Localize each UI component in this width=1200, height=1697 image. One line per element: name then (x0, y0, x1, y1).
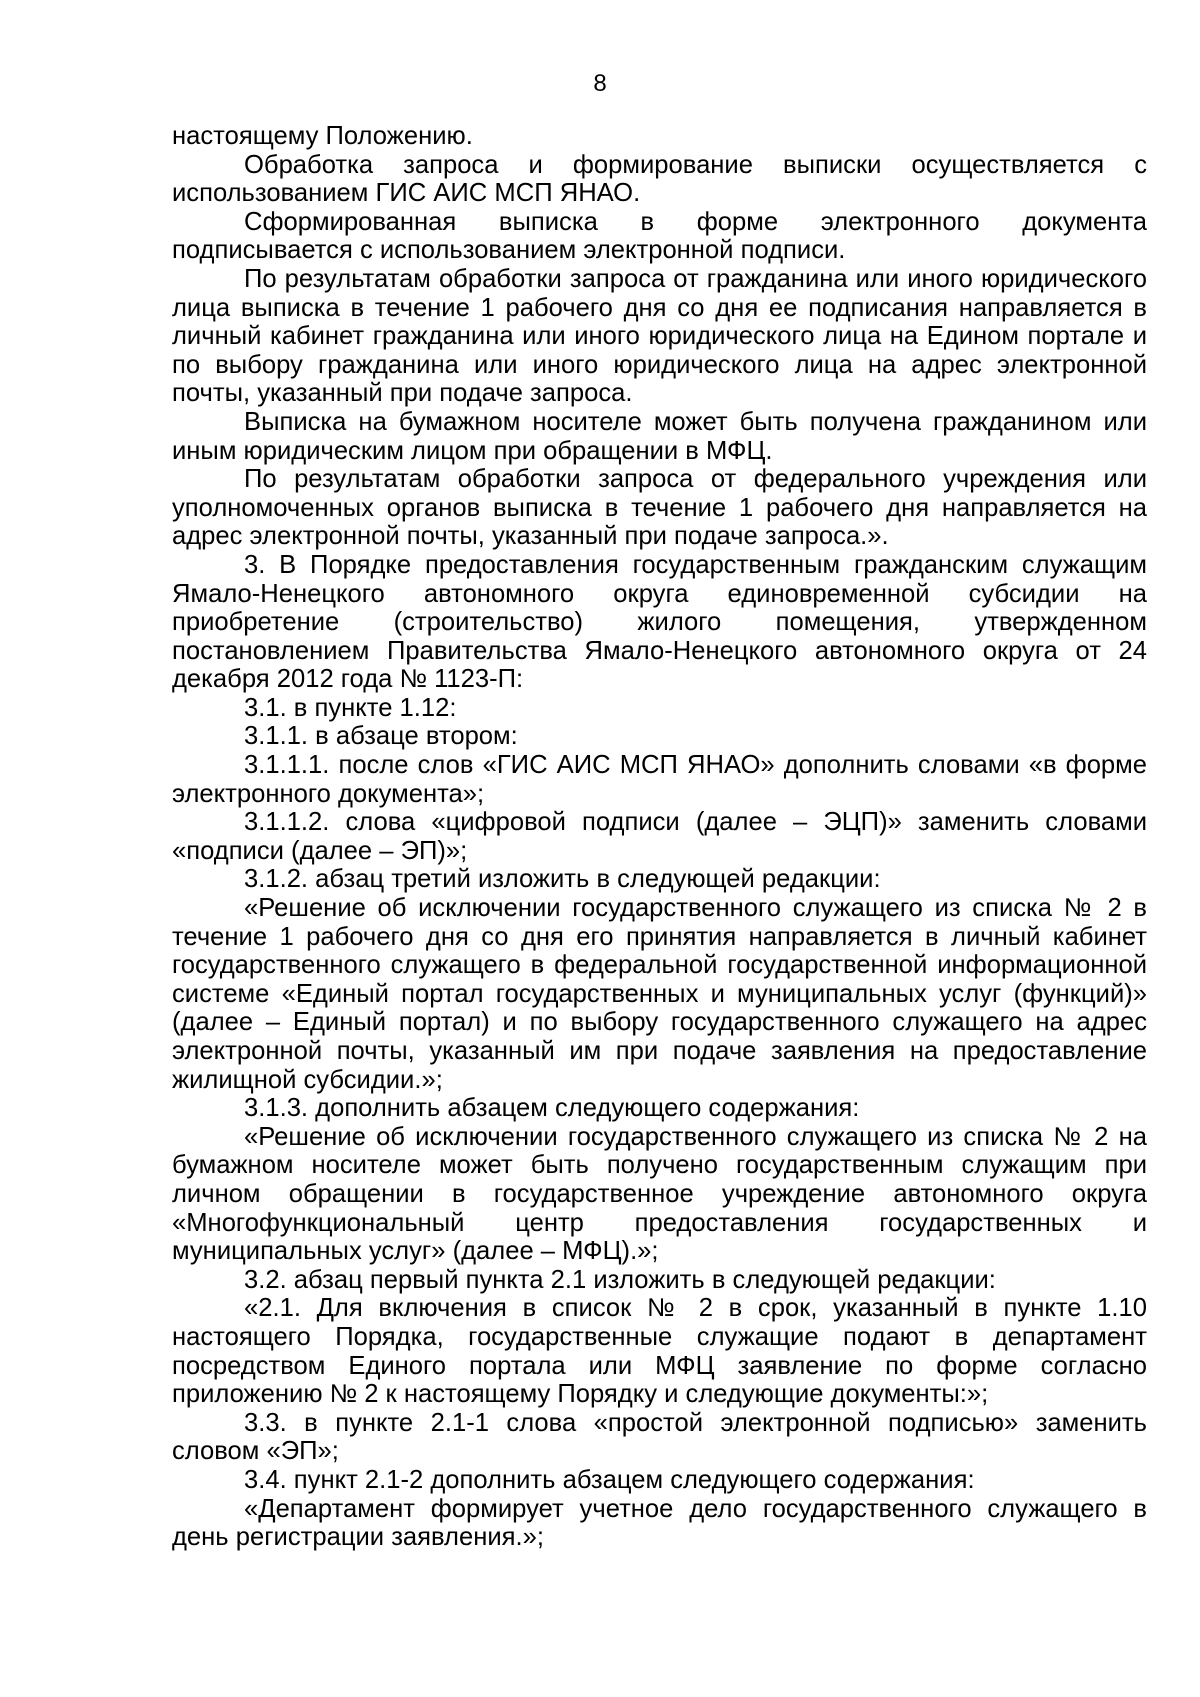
document-body (172, 122, 1147, 1552)
paragraph: 3.2. абзац первый пункта 2.1 изложить в следующей редакции: (244, 1265, 996, 1294)
paragraph: 3.1.3. дополнить абзацем следующего содержания: (244, 1094, 860, 1123)
paragraph: «Решение об исключении государственного служащего из списка № 2 на бумажном носителе может быть получено государственным служащим при личном обращении в государственное учреждение автономного округа «Многофункциональный центр предоставления государственных и муниципальных услуг» (далее – МФЦ).»; (172, 1122, 1147, 1266)
paragraph: 3.4. пункт 2.1-2 дополнить абзацем следующего содержания: (244, 1465, 975, 1494)
paragraph: 3.3. в пункте 2.1-1 слова «простой электронной подписью» заменить словом «ЭП»; (172, 1408, 1147, 1466)
page-number: 8 (593, 70, 607, 97)
paragraph: 3.1.1.2. слова «цифровой подписи (далее – ЭЦП)» заменить словами «подписи (далее – ЭП)»; (172, 808, 1147, 865)
paragraph: «Решение об исключении государственного служащего из списка № 2 в течение 1 рабочего дня со дня его принятия направляется в личный кабинет государственного служащего в федеральной государственной информационной системе «Единый портал государственных и муниципальных услуг (функций)» (далее – Единый портал) и по выбору государственного служащего на адрес электронной почты, указанный им при подаче заявления на предоставление жилищной субсидии.»; (172, 894, 1147, 1094)
paragraph: «2.1. Для включения в список № 2 в срок, указанный в пункте 1.10 настоящего Порядка, государственные служащие подают в департамент посредством Единого портала или МФЦ заявление по форме согласно приложению № 2 к настоящему Порядку и следующие документы:»; (172, 1294, 1147, 1409)
paragraph: Сформированная выписка в форме электронного документа подписывается с использованием электронной подписи. (172, 207, 1147, 265)
paragraph: 3.1.1.1. после слов «ГИС АИС МСП ЯНАО» дополнить словами «в форме электронного документа»; (172, 751, 1147, 808)
paragraph: По результатам обработки запроса от федерального учреждения или уполномоченных органов выписка в течение 1 рабочего дня направляется на адрес электронной почты, указанный при подаче запроса.». (172, 465, 1147, 551)
paragraph: По результатам обработки запроса от гражданина или иного юридического лица выписка в течение 1 рабочего дня со дня ее подписания направляется в личный кабинет гражданина или иного юридического лица на Едином портале и по выбору гражданина или иного юридического лица на адрес электронной почты, указанный при подаче запроса. (172, 264, 1147, 408)
paragraph: «Департамент формирует учетное дело государственного служащего в день регистрации заявления.»; (172, 1494, 1147, 1552)
paragraph: 3. В Порядке предоставления государственным гражданским служащим Ямало-Ненецкого автономного округа единовременной субсидии на приобретение (строительство) жилого помещения, утвержденном постановлением Правительства Ямало-Ненецкого автономного округа от 24 декабря 2012 года № 1123-П: (172, 550, 1147, 694)
paragraph: настоящему Положению. (172, 122, 473, 150)
paragraph: 3.1.2. абзац третий изложить в следующей редакции: (244, 865, 881, 894)
paragraph: 3.1. в пункте 1.12: (244, 693, 457, 722)
paragraph: Обработка запроса и формирование выписки осуществляется с использованием ГИС АИС МСП ЯНАО. (172, 150, 1147, 208)
paragraph: Выписка на бумажном носителе может быть получена гражданином или иным юридическим лицом при обращении в МФЦ. (172, 407, 1147, 465)
paragraph: 3.1.1. в абзаце втором: (244, 722, 518, 751)
